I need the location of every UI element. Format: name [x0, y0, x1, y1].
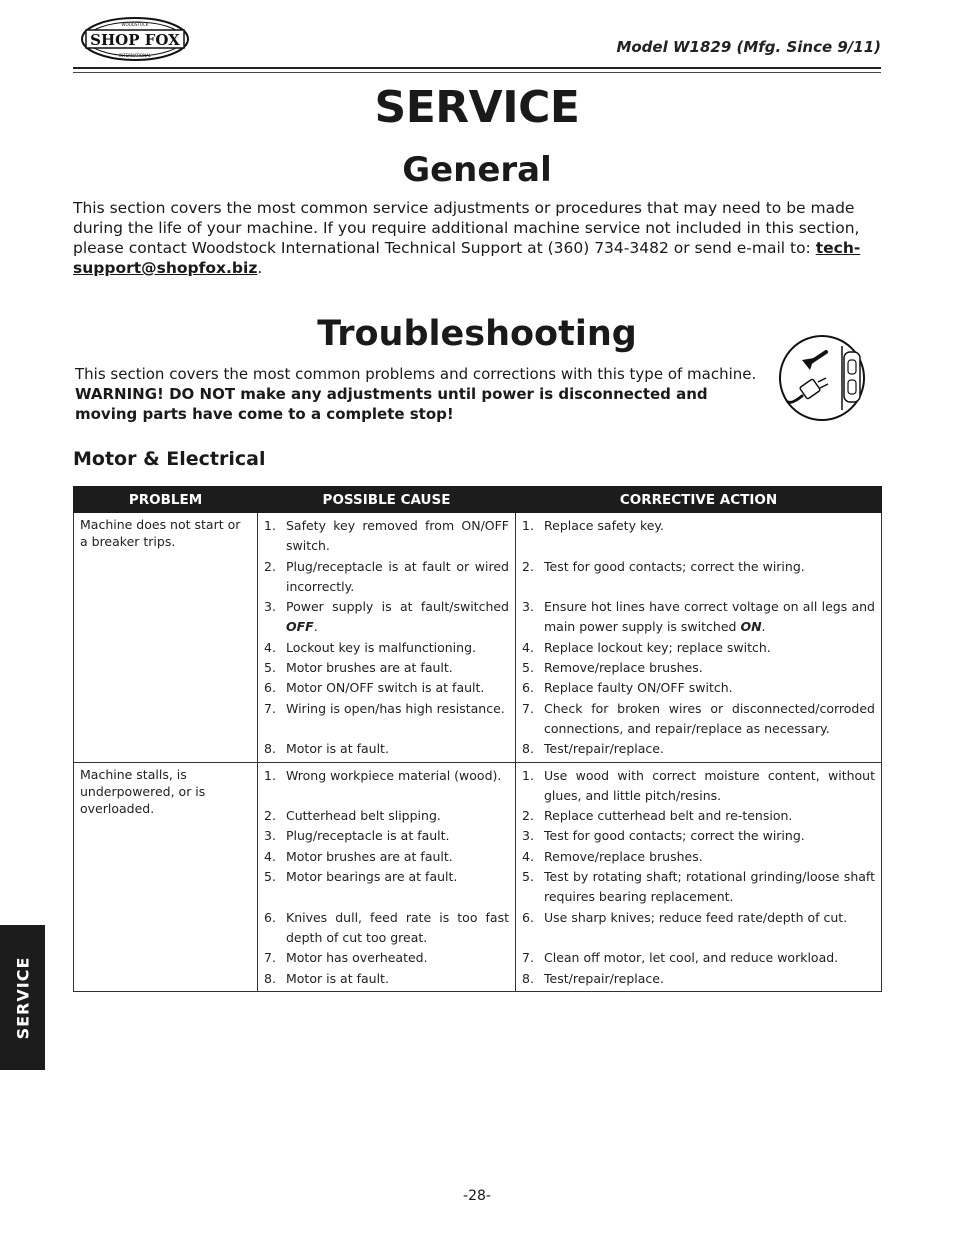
- list-item: [522, 766, 875, 807]
- item-number: 7.: [264, 700, 276, 716]
- list-item: [522, 847, 875, 867]
- general-heading: General: [402, 150, 552, 190]
- action-cell: [516, 762, 882, 991]
- item-number: 6.: [264, 909, 276, 925]
- item-text-main: Wiring is open/has high resistance.: [286, 700, 505, 716]
- item-number: 7.: [522, 950, 534, 966]
- model-number: Model W1829 (Mfg. Since 9/11): [616, 38, 881, 56]
- header-possible-cause: POSSIBLE CAUSE: [258, 487, 516, 513]
- item-text: [544, 867, 875, 908]
- list-item: [264, 847, 509, 867]
- list-item: [264, 699, 509, 740]
- item-text-main: Plug/receptacle is at fault or wired incorrectly.: [286, 558, 509, 594]
- item-text-main: Check for broken wires or disconnected/corroded connections, and repair/replace as necessary.: [544, 700, 875, 736]
- item-number: 7.: [264, 950, 276, 966]
- item-number: 5.: [264, 869, 276, 885]
- list-item: [522, 597, 875, 638]
- item-number: 1.: [522, 518, 534, 533]
- page-title: SERVICE: [374, 82, 580, 133]
- action-list: [522, 766, 875, 989]
- item-text-emphasis: ON: [740, 619, 762, 635]
- item-number: 2.: [264, 558, 276, 574]
- item-number: 8.: [264, 741, 276, 757]
- item-text: [544, 948, 875, 968]
- list-item: [264, 678, 509, 698]
- list-item: [264, 948, 509, 968]
- list-item: [522, 557, 875, 598]
- item-number: 5.: [522, 660, 534, 676]
- list-item: [264, 597, 509, 638]
- list-item: [522, 516, 875, 557]
- troubleshooting-table: [73, 486, 882, 992]
- item-text-emphasis: OFF: [286, 619, 314, 635]
- item-text: [286, 908, 509, 949]
- action-cell: [516, 513, 882, 763]
- item-text-main: Cutterhead belt slipping.: [286, 808, 441, 824]
- item-text: [544, 847, 875, 867]
- cause-cell: [258, 513, 516, 763]
- cause-list: [264, 516, 509, 760]
- item-number: 3.: [522, 828, 534, 844]
- item-text-main: Motor bearings are at fault.: [286, 869, 458, 885]
- item-text-main: Lockout key is malfunctioning.: [286, 639, 476, 655]
- item-text: [286, 948, 509, 968]
- item-text: [286, 826, 509, 846]
- troubleshooting-intro-text: This section covers the most common problems and corrections with this type of machine.: [75, 365, 757, 383]
- item-number: 7.: [522, 700, 534, 716]
- item-text-main: Motor has overheated.: [286, 950, 428, 966]
- unplug-power-icon: [778, 334, 868, 422]
- list-item: [264, 739, 509, 759]
- svg-text:WOODSTOCK: WOODSTOCK: [121, 22, 149, 27]
- item-text-main: Plug/receptacle is at fault.: [286, 828, 450, 844]
- item-text: [286, 658, 509, 678]
- item-text: [286, 699, 509, 740]
- item-text: [544, 969, 875, 989]
- item-number: 3.: [522, 599, 534, 615]
- item-text: [286, 638, 509, 658]
- list-item: [264, 658, 509, 678]
- item-number: 4.: [264, 639, 276, 655]
- item-text-main: Use wood with correct moisture content, without glues, and little pitch/resins.: [544, 767, 875, 803]
- item-number: 4.: [522, 639, 534, 655]
- item-text-main: Safety key removed from ON/OFF switch.: [286, 518, 509, 554]
- support-email-link[interactable]: tech-support@shopfox.biz: [73, 239, 861, 277]
- item-text-main: Test/repair/replace.: [544, 741, 664, 757]
- shop-fox-logo: [80, 16, 190, 62]
- item-text: [544, 557, 875, 598]
- item-number: 1.: [264, 767, 276, 783]
- item-text-main: Replace lockout key; replace switch.: [544, 639, 771, 655]
- item-text: [544, 658, 875, 678]
- item-text-main: Remove/replace brushes.: [544, 848, 703, 864]
- item-number: 8.: [522, 970, 534, 986]
- item-text-main: Motor brushes are at fault.: [286, 848, 453, 864]
- item-text: [544, 678, 875, 698]
- list-item: [264, 969, 509, 989]
- item-text-main: Power supply is at fault/switched: [286, 599, 509, 615]
- troubleshooting-intro: [75, 364, 765, 424]
- item-number: 6.: [522, 680, 534, 696]
- item-text: [544, 699, 875, 740]
- item-number: 2.: [522, 808, 534, 824]
- item-text: [286, 597, 509, 638]
- item-text: [286, 766, 509, 807]
- problem-cell: Machine stalls, is underpowered, or is overloaded.: [74, 762, 258, 991]
- item-text: [544, 516, 875, 557]
- item-text-main: Test for good contacts; correct the wiring.: [544, 828, 805, 844]
- list-item: [522, 699, 875, 740]
- item-text: [544, 638, 875, 658]
- item-text: [544, 766, 875, 807]
- item-number: 1.: [264, 518, 276, 533]
- item-text-main: Wrong workpiece material (wood).: [286, 767, 502, 783]
- list-item: [264, 908, 509, 949]
- item-text: [544, 908, 875, 949]
- general-paragraph: [73, 198, 873, 278]
- side-tab-label: SERVICE: [13, 956, 32, 1039]
- item-text-main: Motor ON/OFF switch is at fault.: [286, 680, 485, 696]
- item-text-main: Replace faulty ON/OFF switch.: [544, 680, 733, 696]
- item-text: [286, 678, 509, 698]
- cause-cell: [258, 762, 516, 991]
- item-number: 4.: [522, 848, 534, 864]
- item-text: [544, 826, 875, 846]
- list-item: [264, 516, 509, 557]
- problem-cell: Machine does not start or a breaker trips.: [74, 513, 258, 763]
- item-text: [286, 739, 509, 759]
- list-item: [522, 658, 875, 678]
- item-number: 1.: [522, 767, 534, 783]
- header-problem: PROBLEM: [74, 487, 258, 513]
- item-number: 4.: [264, 848, 276, 864]
- table-row: [74, 513, 882, 763]
- item-text: [286, 516, 509, 557]
- item-text-end: .: [313, 619, 318, 635]
- item-number: 2.: [264, 808, 276, 824]
- item-text-main: Replace safety key.: [544, 518, 665, 533]
- item-text-main: Motor is at fault.: [286, 970, 389, 986]
- item-text: [544, 597, 875, 638]
- item-text-main: Knives dull, feed rate is too fast depth of cut too great.: [286, 909, 509, 945]
- list-item: [522, 826, 875, 846]
- item-text-main: Test/repair/replace.: [544, 970, 664, 986]
- list-item: [522, 638, 875, 658]
- list-item: [264, 867, 509, 908]
- list-item: [522, 678, 875, 698]
- section-side-tab: [0, 925, 45, 1070]
- item-text-main: Replace cutterhead belt and re-tension.: [544, 808, 793, 824]
- list-item: [522, 806, 875, 826]
- item-text: [286, 969, 509, 989]
- header-corrective-action: CORRECTIVE ACTION: [516, 487, 882, 513]
- item-number: 2.: [522, 558, 534, 574]
- list-item: [264, 638, 509, 658]
- item-text-main: Ensure hot lines have correct voltage on all legs and main power supply is switched: [544, 599, 875, 635]
- item-text-main: Motor brushes are at fault.: [286, 660, 453, 676]
- svg-text:SHOP FOX: SHOP FOX: [90, 31, 180, 49]
- troubleshooting-warning: WARNING! DO NOT make any adjustments until power is disconnected and moving parts have come to a complete stop!: [75, 385, 708, 423]
- item-number: 6.: [522, 909, 534, 925]
- list-item: [522, 739, 875, 759]
- item-text: [286, 557, 509, 598]
- item-text-main: Clean off motor, let cool, and reduce workload.: [544, 950, 839, 966]
- list-item: [264, 806, 509, 826]
- svg-text:INTERNATIONAL: INTERNATIONAL: [118, 53, 152, 58]
- general-text: This section covers the most common service adjustments or procedures that may need to be made during the life of your machine. If you require additional machine service not included in this section, please contact Woodstock International Technical Support at (360) 734-3482 or send e-mail to:: [73, 199, 860, 257]
- cause-list: [264, 766, 509, 989]
- table-row: [74, 762, 882, 991]
- item-text: [286, 847, 509, 867]
- item-number: 3.: [264, 599, 276, 615]
- item-number: 6.: [264, 680, 276, 696]
- action-list: [522, 516, 875, 760]
- item-text: [544, 739, 875, 759]
- item-number: 8.: [522, 741, 534, 757]
- list-item: [264, 766, 509, 807]
- header-rule-thin: [73, 72, 881, 73]
- list-item: [264, 557, 509, 598]
- list-item: [522, 867, 875, 908]
- item-number: 3.: [264, 828, 276, 844]
- item-text-end: .: [761, 619, 766, 635]
- item-number: 8.: [264, 970, 276, 986]
- item-text-main: Remove/replace brushes.: [544, 660, 703, 676]
- general-text-end: .: [257, 259, 263, 277]
- item-text: [286, 867, 509, 908]
- page-number: -28-: [463, 1188, 491, 1204]
- item-text-main: Motor is at fault.: [286, 741, 389, 757]
- item-text: [286, 806, 509, 826]
- item-number: 5.: [264, 660, 276, 676]
- item-text-main: Test for good contacts; correct the wiring.: [544, 558, 805, 574]
- header-rule: [73, 67, 881, 69]
- list-item: [522, 908, 875, 949]
- motor-electrical-heading: Motor & Electrical: [73, 448, 266, 470]
- table-header-row: [74, 487, 882, 513]
- item-text-main: Use sharp knives; reduce feed rate/depth of cut.: [544, 909, 848, 925]
- item-number: 5.: [522, 869, 534, 885]
- item-text: [544, 806, 875, 826]
- list-item: [264, 826, 509, 846]
- list-item: [522, 948, 875, 968]
- troubleshooting-heading: Troubleshooting: [317, 314, 637, 354]
- list-item: [522, 969, 875, 989]
- item-text-main: Test by rotating shaft; rotational grinding/loose shaft requires bearing replacement.: [544, 869, 875, 905]
